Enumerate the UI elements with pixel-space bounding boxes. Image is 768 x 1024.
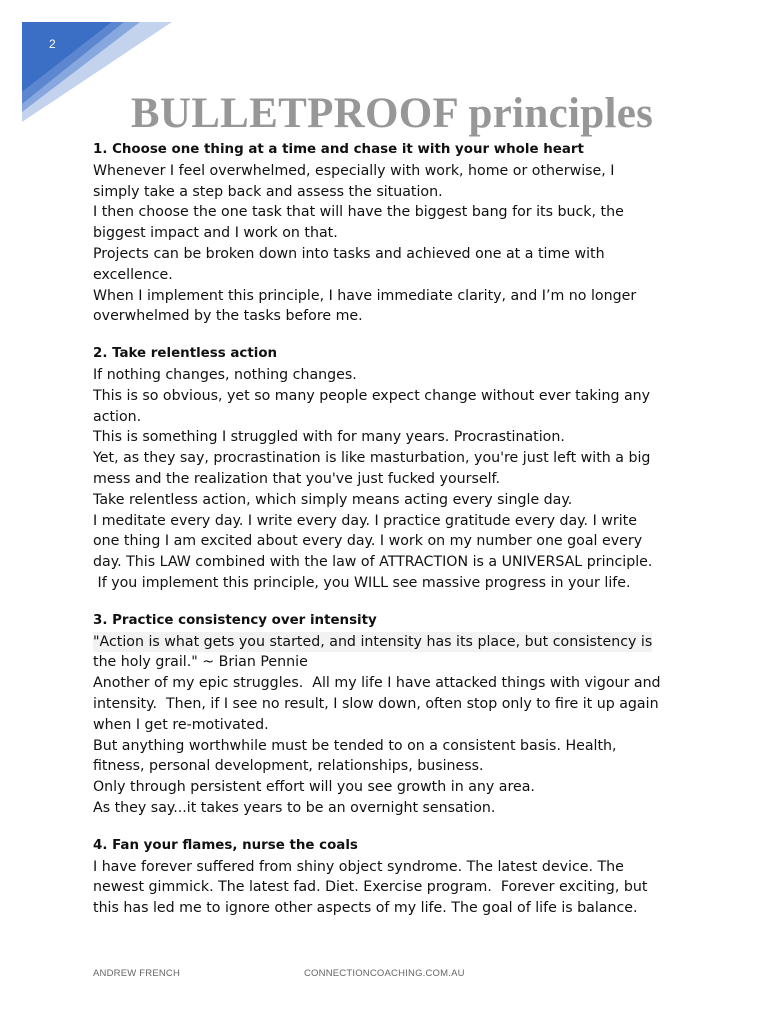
document-body [93,140,677,936]
footer-website: CONNECTIONCOACHING.COM.AU [304,968,465,979]
body-line: Only through persistent effort will you see growth in any area. [93,779,535,796]
section-4 [93,836,677,919]
section-1 [93,140,677,327]
section-2 [93,344,677,594]
body-line: If nothing changes, nothing changes. [93,366,357,383]
body-line: But anything worthwhile must be tended to on a consistent basis. Health, [93,737,617,754]
body-line: This is so obvious, yet so many people expect change without ever taking any [93,387,651,404]
body-line: simply take a step back and assess the situation. [93,183,443,200]
body-line: Yet, as they say, procrastination is like masturbation, you're just left with a big [93,450,651,467]
section-heading: 2. Take relentless action [93,346,278,362]
body-line: This is something I struggled with for many years. Procrastination. [93,429,565,446]
body-line: one thing I am excited about every day. I work on my number one goal every [93,533,643,550]
body-line: overwhelmed by the tasks before me. [93,308,363,325]
body-line: I meditate every day. I write every day. I practice gratitude every day. I write [93,512,637,529]
quote-line: "Action is what gets you started, and intensity has its place, but consistency is [93,632,652,653]
page-number: 2 [49,37,56,51]
body-line: I have forever suffered from shiny object syndrome. The latest device. The [93,858,624,875]
body-line: If you implement this principle, you WILL see massive progress in your life. [93,574,631,591]
section-heading: 3. Practice consistency over intensity [93,612,377,628]
page-title: BULLETPROOF principles [130,90,654,137]
body-line: this has led me to ignore other aspects of my life. The goal of life is balance. [93,900,638,917]
body-line: I then choose the one task that will have the biggest bang for its buck, the [93,204,624,221]
body-line: When I implement this principle, I have immediate clarity, and I’m no longer [93,287,637,304]
section-heading: 1. Choose one thing at a time and chase it with your whole heart [93,142,584,157]
body-line: when I get re-motivated. [93,716,269,733]
body-line: Whenever I feel overwhelmed, especially with work, home or otherwise, I [93,162,615,179]
body-line: As they say...it takes years to be an overnight sensation. [93,799,496,816]
body-line: Take relentless action, which simply means acting every single day. [93,491,573,508]
body-line: newest gimmick. The latest fad. Diet. Exercise program. Forever exciting, but [93,879,648,896]
body-line: biggest impact and I work on that. [93,225,338,242]
footer-author: ANDREW FRENCH [93,968,181,979]
body-line: action. [93,408,142,425]
body-line: excellence. [93,266,173,283]
body-line: mess and the realization that you've just fucked yourself. [93,470,500,487]
section-heading: 4. Fan your flames, nurse the coals [93,837,358,853]
section-3 [93,611,677,819]
body-line: day. This LAW combined with the law of ATTRACTION is a UNIVERSAL principle. [93,554,653,571]
body-line: intensity. Then, if I see no result, I slow down, often stop only to fire it up again [93,695,659,712]
body-line: Another of my epic struggles. All my life I have attacked things with vigour and [93,675,661,692]
body-line: fitness, personal development, relationships, business. [93,758,484,775]
body-line: Projects can be broken down into tasks and achieved one at a time with [93,245,605,262]
quote-line: the holy grail." ~ Brian Pennie [93,654,308,671]
